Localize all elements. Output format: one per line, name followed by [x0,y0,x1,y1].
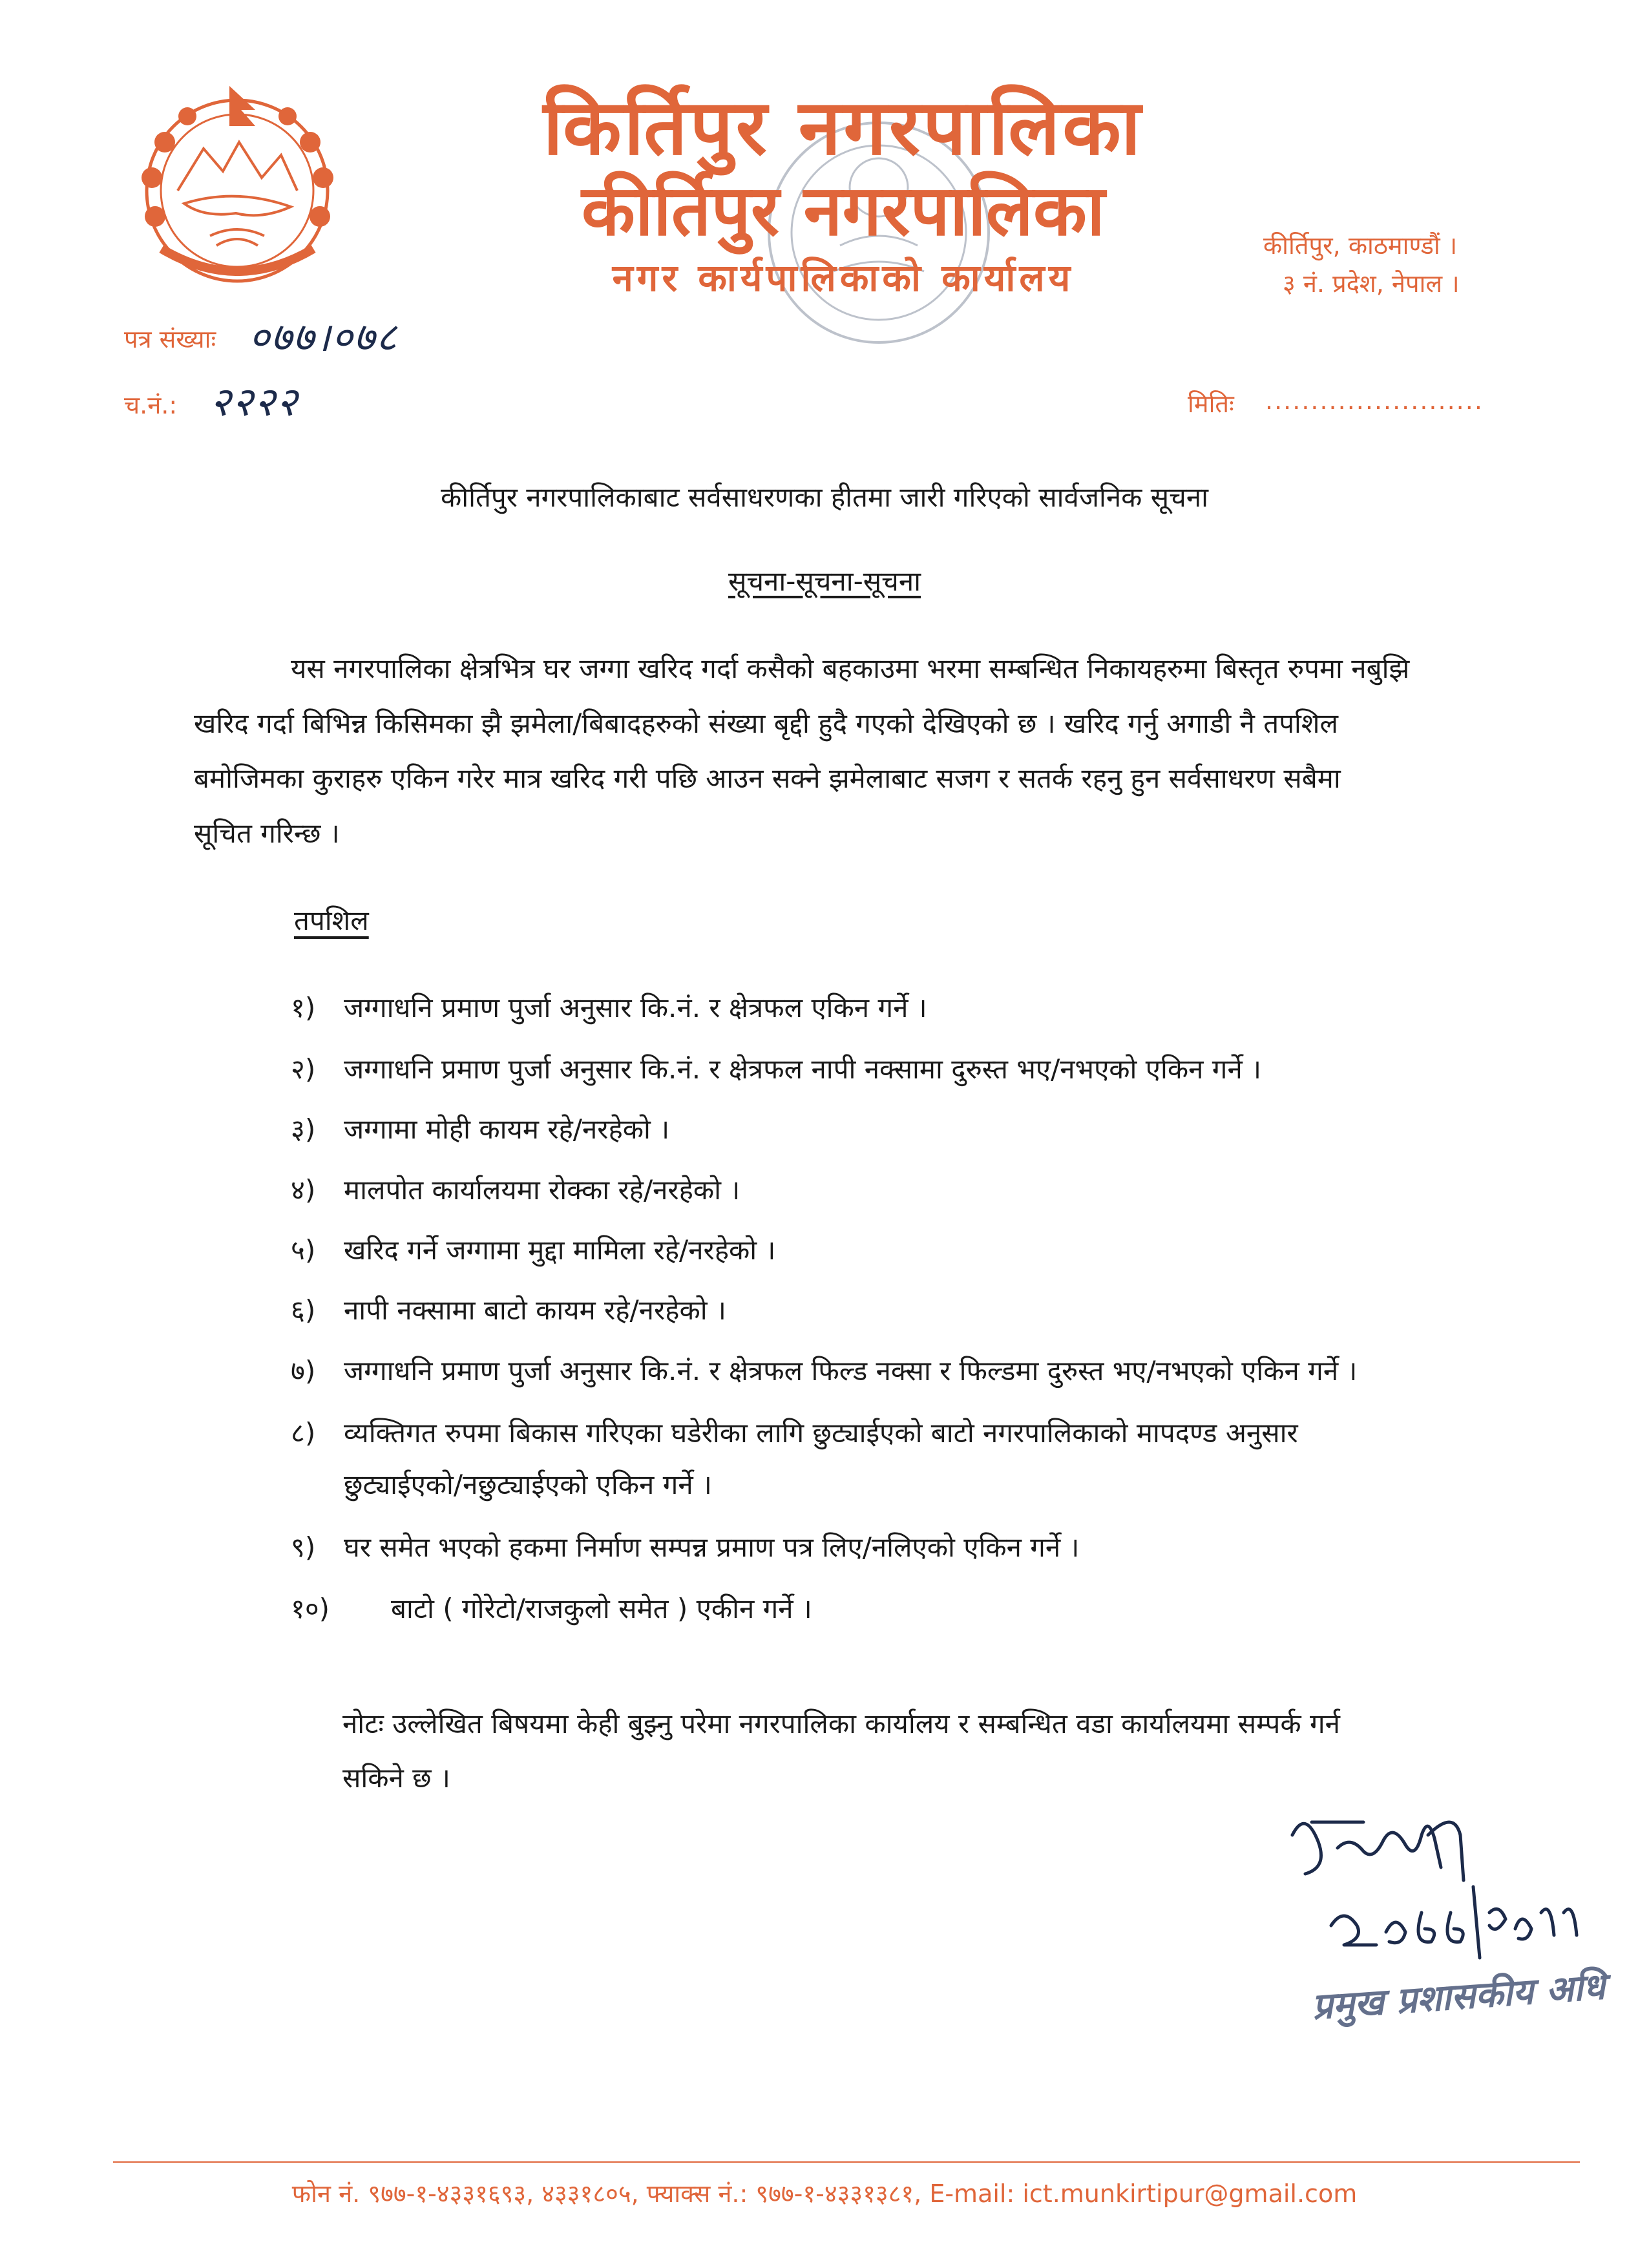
list-item-text: बाटो ( गोरेटो/राजकुलो समेत ) एकीन गर्ने । [391,1593,812,1624]
list-item-text: नापी नक्सामा बाटो कायम रहे/नरहेको । [344,1294,726,1326]
list-item [291,1050,1261,1087]
paragraph-line: खरिद गर्दा बिभिन्न किसिमका झै झमेला/बिबादहरुको संख्या बृद्दी हुदै गएको देखिएको छ । खरिद गर्नु अगाडी नै तपशिल [194,708,1338,739]
details-heading: तपशिल [294,905,369,936]
paragraph-line: यस नगरपालिका क्षेत्रभित्र घर जग्गा खरिद गर्दा कसैको बहकाउमा भरमा सम्बन्धित निकायहरुमा बिस्तृत रुपमा नबुझि [291,653,1410,684]
list-item [291,1171,740,1208]
list-item-text: व्यक्तिगत रुपमा बिकास गरिएका घडेरीका लागि छुट्याईएको बाटो नगरपालिकाको मापदण्ड अनुसार [344,1417,1298,1449]
list-item-number: ६) [291,1294,316,1326]
list-item [291,1590,812,1626]
list-item-text: घर समेत भएको हकमा निर्माण सम्पन्न प्रमाण पत्र लिए/नलिएको एकिन गर्ने । [344,1531,1080,1563]
signatory-title-stamp: प्रमुख प्रशासकीय अधि [1310,1966,1607,2028]
notice-subheading-text: सूचना-सूचना-सूचना [728,565,921,597]
dispatch-number-value: २२२२ [210,378,299,425]
paragraph-line: सूचित गरिन्छ । [194,817,340,849]
note-line: सकिने छ । [342,1762,450,1794]
list-item [291,1414,1298,1451]
list-item [291,1291,726,1328]
list-item-number: ३) [291,1113,316,1145]
list-item [291,1231,775,1268]
address-line-2: ३ नं. प्रदेश, नेपाल । [1283,269,1460,298]
list-item-number: ९) [291,1531,316,1563]
paragraph-line: बमोजिमका कुराहरु एकिन गरेर मात्र खरिद गरी पछि आउन सक्ने झमेलाबाट सजग र सतर्क रहनु हुन सर्वसाधरण सबैमा [194,762,1341,794]
list-item-text: खरिद गर्ने जग्गामा मुद्दा मामिला रहे/नरहेको । [344,1234,776,1266]
list-item [291,1110,669,1147]
nepal-emblem-logo [126,81,349,294]
address-line-1: कीर्तिपुर, काठमाण्डौं । [1263,231,1458,260]
list-item [291,989,927,1025]
list-item-text: जग्गाधनि प्रमाण पुर्जा अनुसार कि.नं. र क्षेत्रफल नापी नक्सामा दुरुस्त भए/नभएको एकिन गर्ने । [344,1053,1262,1085]
list-item-continuation: छुट्याईएको/नछुट्याईएको एकिन गर्ने । [344,1469,712,1500]
list-item-number: १) [291,992,316,1024]
footer-divider [113,2161,1580,2163]
list-item-text: जग्गाधनि प्रमाण पुर्जा अनुसार कि.नं. र क्षेत्रफल फिल्ड नक्सा र फिल्डमा दुरुस्त भए/नभएको एकिन गर्ने । [344,1355,1358,1387]
list-item-number: २) [291,1053,316,1085]
list-item [291,1352,1357,1389]
list-item-text: मालपोत कार्यालयमा रोक्का रहे/नरहेको । [344,1174,740,1206]
date-label: मितिः [1188,390,1234,418]
letterhead-name-decorative: किर्तिपुर नगरपालिका [543,83,1144,172]
list-item-number: १०) [291,1593,330,1624]
list-item-text: जग्गामा मोही कायम रहे/नरहेको । [344,1113,670,1145]
letter-number-value: ०७७।०७८ [249,313,398,361]
notice-subheading [0,562,1649,599]
notice-headline: कीर्तिपुर नगरपालिकाबाट सर्वसाधरणका हीतमा जारी गरिएको सार्वजनिक सूचना [440,481,1209,513]
list-item-number: ५) [291,1234,316,1266]
list-item-number: ७) [291,1355,316,1387]
list-item-text: जग्गाधनि प्रमाण पुर्जा अनुसार कि.नं. र क्षेत्रफल एकिन गर्ने । [344,992,927,1024]
list-item-number: ८) [291,1417,316,1449]
date-value: ........................ [1265,386,1484,415]
letterhead-office: नगर कार्यपालिकाको कार्यालय [612,256,1075,300]
letter-number-label: पत्र संख्याः [124,325,216,353]
letterhead-name: कीर्तिपुर नगरपालिका [582,171,1105,251]
note-line: नोटः उल्लेखित बिषयमा केही बुझ्नु परेमा नगरपालिका कार्यालय र सम्बन्धित वडा कार्यालयमा सम्पर्क गर्न [342,1708,1340,1739]
list-item-number: ४) [291,1174,316,1206]
dispatch-number-label: च.नं.: [124,391,178,419]
list-item [291,1528,1079,1565]
footer-contact: फोन नं. ९७७-१-४३३१६९३, ४३३१८०५, फ्याक्स नं.: ९७७-१-४३३१३८१, E-mail: ict.munkirtipur@gmail.com [291,2179,1358,2208]
